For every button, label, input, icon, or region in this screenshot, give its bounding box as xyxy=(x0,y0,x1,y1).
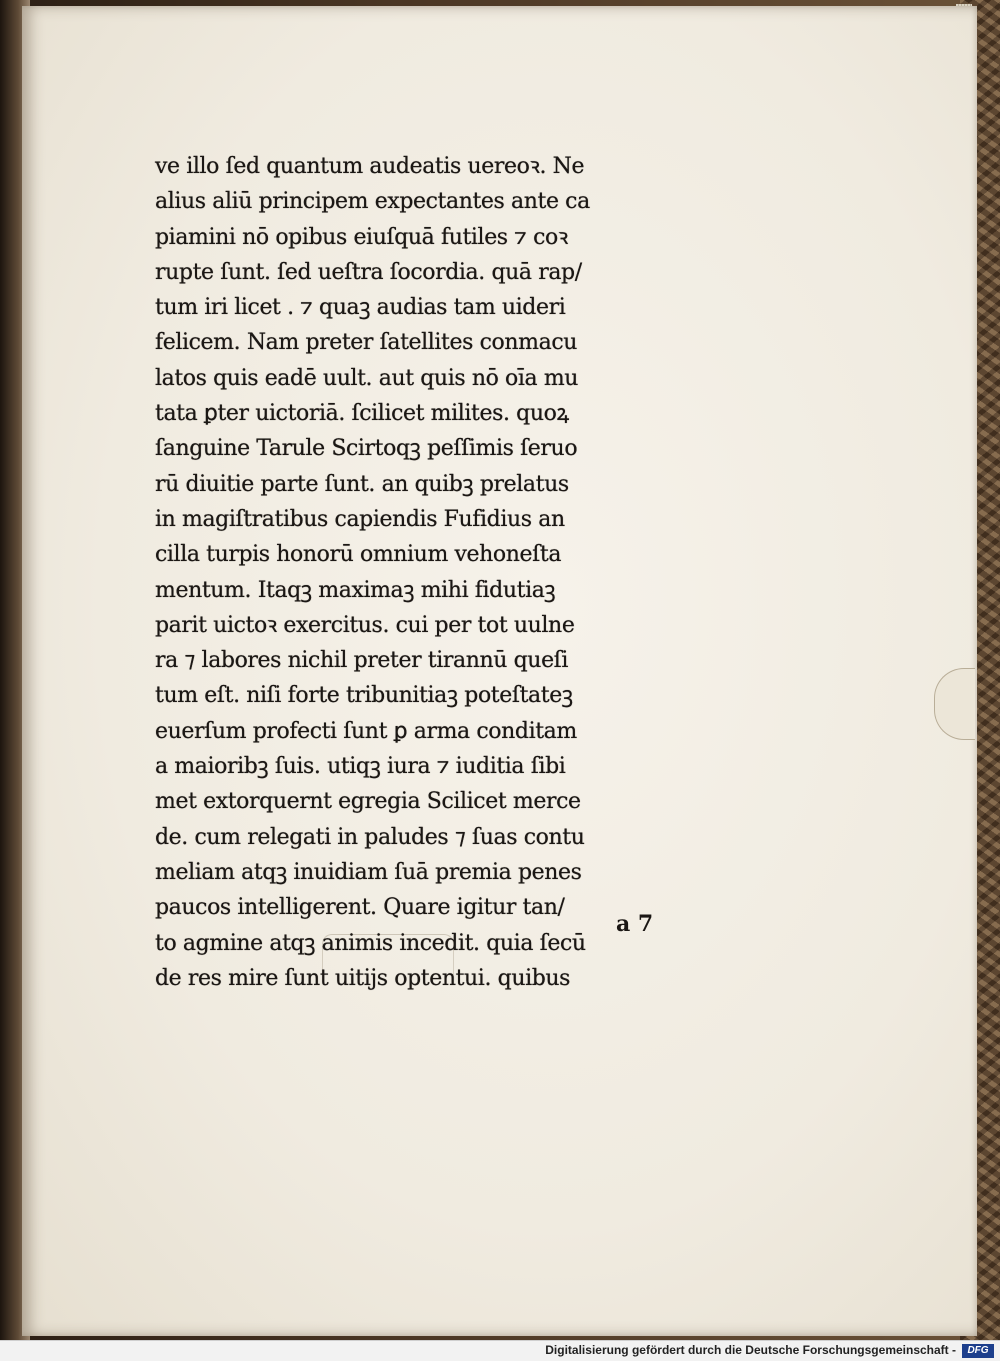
text-line: tum iri licet . ⁊ quaꝫ audias tam uideri xyxy=(155,295,566,321)
text-line: a maioribꝫ ſuis. utiqꝫ iura ⁊ iuditia ſibi xyxy=(155,754,566,780)
text-line: rū diuitie parte ſunt. an quibꝫ prelatus xyxy=(155,471,569,497)
text-line: to agmine atqꝫ animis incedit. quia ſecū xyxy=(155,930,586,956)
text-block xyxy=(155,149,670,996)
text-line: rupte ſunt. ſed ueſtra ſocordia. quā rap/ xyxy=(155,259,582,285)
text-line: piamini nō opibus eiuſquā futiles ⁊ coꝛ xyxy=(155,224,568,250)
text-line: paucos intelligerent. Quare igitur tan/ xyxy=(155,895,565,921)
text-line: parit uictoꝛ exercitus. cui per tot uulne xyxy=(155,612,575,638)
text-line: in magiſtratibus capiendis Fufidius an xyxy=(155,506,565,532)
funding-credit: Digitalisierung gefördert durch die Deutsche Forschungsgemeinschaft - xyxy=(545,1343,956,1357)
text-line: tum eſt. niſi forte tribunitiaꝫ poteſtateꝫ xyxy=(155,683,573,709)
text-line: mentum. Itaqꝫ maximaꝫ mihi fidutiaꝫ xyxy=(155,577,556,603)
text-line: ſanguine Tarule Scirtoqꝫ peſſimis ſeruo xyxy=(155,436,578,462)
text-line: meliam atqꝫ inuidiam ſuā premia penes xyxy=(155,859,582,885)
signature-mark: a 7 xyxy=(616,911,654,937)
dfg-logo: DFG xyxy=(962,1344,994,1358)
text-line: ra ⁊ labores nichil preter tirannū queſi xyxy=(155,648,569,674)
text-line: latos quis eadē uult. aut quis nō oīa mu xyxy=(155,365,579,391)
text-line: tata ꝑter uictoriā. ſcilicet milites. quoꝝ xyxy=(155,401,569,427)
text-line: ve illo ſed quantum audeatis uereoꝛ. Ne xyxy=(155,154,585,179)
text-line: de. cum relegati in paludes ⁊ ſuas contu xyxy=(155,824,585,850)
text-line: euerſum profecti ſunt ꝑ arma conditam xyxy=(155,718,577,744)
text-line: cilla turpis honorū omnium vehoneſta xyxy=(155,542,562,568)
text-line: felicem. Nam preter ſatellites conmacu xyxy=(155,330,578,356)
text-line: alius aliū principem expectantes ante ca xyxy=(155,189,590,215)
footer-bar xyxy=(0,1340,1000,1361)
page-tab-marker xyxy=(934,668,975,740)
text-line: de res mire ſunt uitijs optentui. quibus xyxy=(155,965,571,991)
text-line: met extorquernt egregia Scilicet merce xyxy=(155,789,581,815)
